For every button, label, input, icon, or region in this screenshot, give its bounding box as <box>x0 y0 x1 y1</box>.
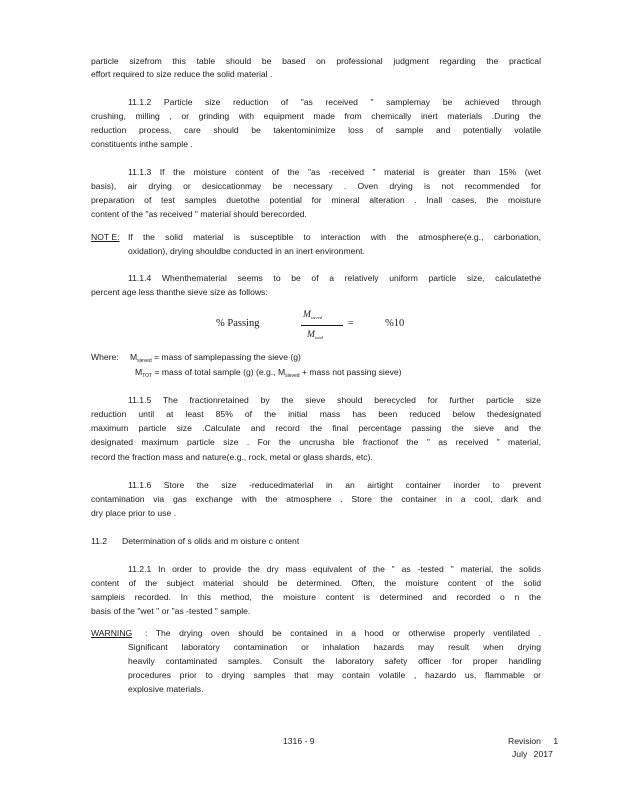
where-subscript-2: TOT <box>142 373 153 379</box>
formula-numerator-subscript: sieved <box>310 315 323 320</box>
warning-line-1: : The drying oven should be contained in a hood or otherwise properly ventilated . <box>145 628 541 638</box>
formula-equals: = <box>348 318 354 329</box>
intro-line-1: particle sizefrom this table should be based on professional judgment regarding the practical <box>91 56 541 66</box>
where-subscript-2b: sieved <box>285 373 300 379</box>
warning-label: WARNING <box>91 628 133 638</box>
warning-line-5: explosive materials. <box>128 684 204 694</box>
where-definition-2: = mass of total sample (g) (e.g., M <box>154 367 286 377</box>
formula-rhs: %10 <box>385 318 405 329</box>
para-11-1-2-line-1: 11.1.2 Particle size reduction of "as received " samplemay be achieved through <box>128 97 541 107</box>
para-11-1-6-line-1: 11.1.6 Store the size -reducedmaterial in an airtight container inorder to prevent <box>128 480 541 490</box>
page-number: 1316 - 9 <box>283 736 315 746</box>
para-11-1-3-line-2: basis), air drying or desiccationmay be necessary . Oven drying is not recommended for <box>91 181 541 191</box>
para-11-1-5-line-2: reduction until at least 85% of the initial mass has been reduced below thedesignated <box>91 409 541 419</box>
para-11-2-1-line-1: 11.2.1 In order to provide the dry mass equivalent of the " as -tested " material, the solids <box>128 564 541 574</box>
para-11-1-2-line-2: crushing, milling , or grinding with equipment made from chemically inert materials .During the <box>91 111 541 121</box>
para-11-1-3-line-4: content of the "as received " material should berecorded. <box>91 209 307 219</box>
formula-numerator-symbol: M <box>303 310 311 320</box>
revision-date: July 2017 <box>512 749 553 759</box>
warning-line-2: Significant laboratory contamination or inhalation hazards may result when drying <box>128 642 541 652</box>
fraction-bar <box>301 325 343 326</box>
warning-line-4: procedures prior to drying samples that may contain volatile , hazardo us, flammable or <box>128 670 541 680</box>
formula-denominator <box>307 330 323 340</box>
formula-lhs: % Passing <box>216 318 260 329</box>
para-11-1-5-line-3: maximum particle size .Calculate and record the final percentage passing the sieve and the <box>91 423 541 433</box>
para-11-1-6-line-3: dry place prior to use . <box>91 508 177 518</box>
para-11-1-5-line-5: record the fraction mass and nature(e.g., rock, metal or glass shards, etc). <box>91 452 373 462</box>
where-line-1 <box>130 352 301 365</box>
revision-label: Revision 1 <box>508 736 559 746</box>
section-11-2-title: Determination of s olids and m oisture c ontent <box>122 536 300 546</box>
para-11-1-5-line-1: 11.1.5 The fractionretained by the sieve should berecycled for further particle size <box>128 395 541 405</box>
warning-line-3: heavily contaminated samples. Consult the laboratory safety officer for proper handling <box>128 656 541 666</box>
note-line-2: oxidation), drying shouldbe conducted in an inert environment. <box>128 246 365 256</box>
para-11-1-3-line-1: 11.1.3 If the moisture content of the "as -received " material is greater than 15% (wet <box>128 167 541 177</box>
where-symbol-2: M <box>135 367 143 377</box>
para-11-1-4-line-1: 11.1.4 Whenthematerial seems to be of a relatively uniform particle size, calculatethe <box>128 273 541 283</box>
formula-denominator-subscript: total <box>314 335 324 340</box>
note-label: NOT E: <box>91 232 120 242</box>
formula-denominator-symbol: M <box>307 330 315 340</box>
para-11-1-2-line-4: constituents inthe sample . <box>91 139 193 149</box>
intro-line-2: effort required to size reduce the solid material . <box>91 69 273 79</box>
para-11-2-1-line-3: sampleis recorded. In this method, the moisture content is determined and recorded o n the <box>91 592 541 602</box>
where-subscript-1: sieved <box>137 358 152 364</box>
para-11-1-4-line-2: percent age less thanthe sieve size as follows: <box>91 287 268 297</box>
where-symbol-1: M <box>130 352 138 362</box>
para-11-2-1-line-2: content of the subject material should be determined. Often, the moisture content of the solid <box>91 578 541 588</box>
para-11-1-6-line-2: contamination via gas exchange with the atmosphere . Store the container in a cool, dark and <box>91 494 541 504</box>
where-definition-1: = mass of samplepassing the sieve (g) <box>154 352 301 362</box>
where-definition-2b: + mass not passing sieve) <box>301 367 402 377</box>
note-line-1: If the solid material is susceptible to interaction with the atmosphere(e.g., carbonation, <box>128 232 541 242</box>
para-11-2-1-line-4: basis of the "wet " or "as -tested " sample. <box>91 606 251 616</box>
para-11-1-5-line-4: designated maximum particle size . For the uncrusha ble fractionof the " as received " material, <box>91 437 541 447</box>
formula-numerator <box>303 310 322 320</box>
para-11-1-3-line-3: preparation of test samples duetothe potential for mineral alteration . Inall cases, the moisture <box>91 195 541 205</box>
para-11-1-2-line-3: reduction process, care should be takentominimize loss of sample and potentially volatile <box>91 125 541 135</box>
where-label: Where: <box>91 352 119 362</box>
section-11-2-number: 11.2 <box>91 536 108 546</box>
where-line-2 <box>135 367 402 380</box>
